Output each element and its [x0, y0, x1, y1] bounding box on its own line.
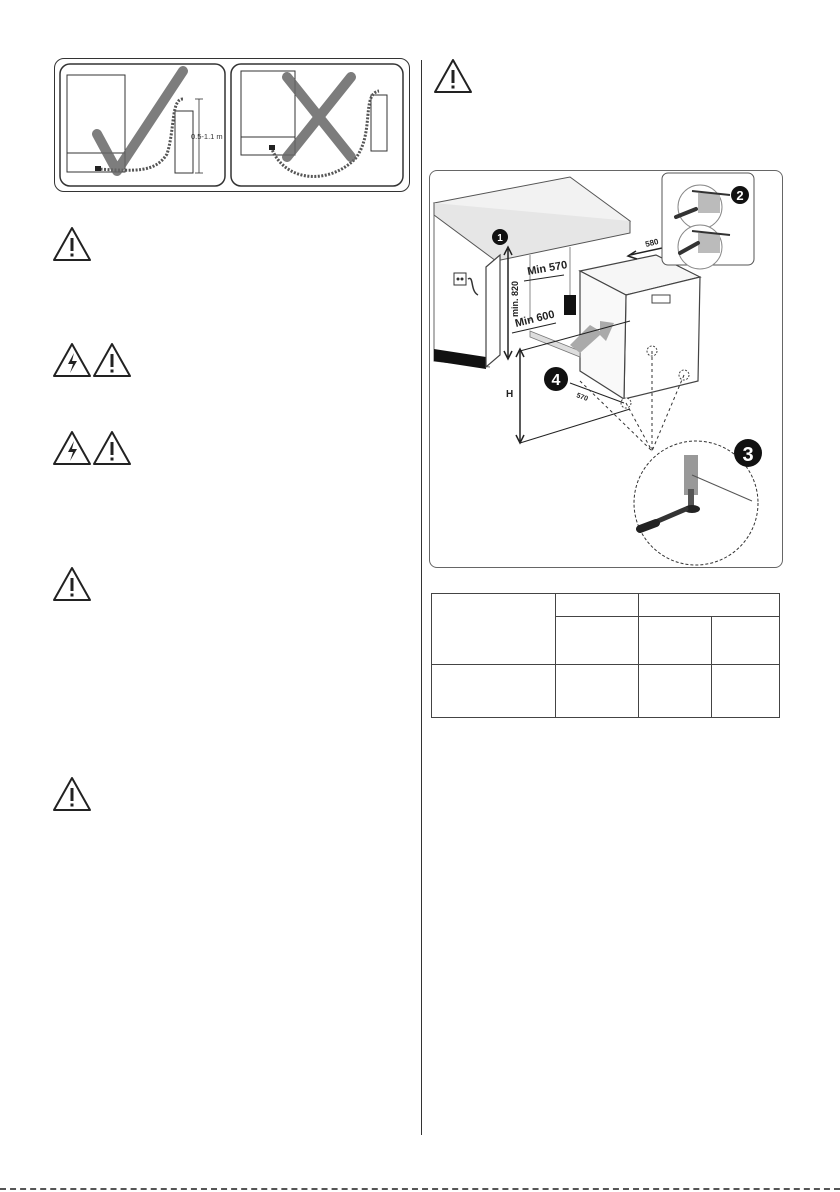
electric-hazard-icon	[54, 344, 90, 376]
dim-570: 570	[575, 392, 589, 403]
warning-icon	[94, 432, 130, 464]
table-cell	[712, 617, 780, 665]
step-2-label: 2	[736, 188, 744, 203]
dim-min-600: Min 600	[513, 308, 556, 330]
electric-warning-icons	[52, 342, 132, 378]
warning-icon	[433, 58, 473, 94]
installation-diagram	[429, 170, 783, 568]
table-cell	[639, 594, 780, 617]
drain-hose-diagram	[54, 58, 410, 192]
dimension-table	[431, 593, 780, 718]
warning-icon	[52, 226, 92, 262]
hose-height-label: 0.5-1.1 m	[191, 132, 223, 141]
table-cell	[639, 617, 712, 665]
step-3-label: 3	[742, 444, 754, 466]
table-cell	[432, 594, 556, 665]
warning-icon	[52, 776, 92, 812]
step-4-label: 4	[551, 372, 561, 389]
table-cell	[556, 665, 639, 718]
dim-min-820: min. 820	[510, 280, 520, 318]
checkmark-icon	[97, 71, 183, 171]
table-cell	[639, 665, 712, 718]
step-1-label: 1	[497, 233, 503, 244]
dim-min-570: Min 570	[526, 259, 569, 278]
electric-warning-icons	[52, 430, 132, 466]
table-cell	[712, 665, 780, 718]
column-divider	[421, 60, 422, 1135]
warning-icon	[94, 344, 130, 376]
dim-h: H	[506, 389, 514, 400]
page-bottom-rule	[0, 1188, 840, 1190]
dim-580: 580	[644, 236, 660, 249]
electric-hazard-icon	[54, 432, 90, 464]
table-cell	[556, 617, 639, 665]
table-cell	[432, 665, 556, 718]
cross-icon	[287, 77, 351, 157]
warning-icon	[52, 566, 92, 602]
table-cell	[556, 594, 639, 617]
